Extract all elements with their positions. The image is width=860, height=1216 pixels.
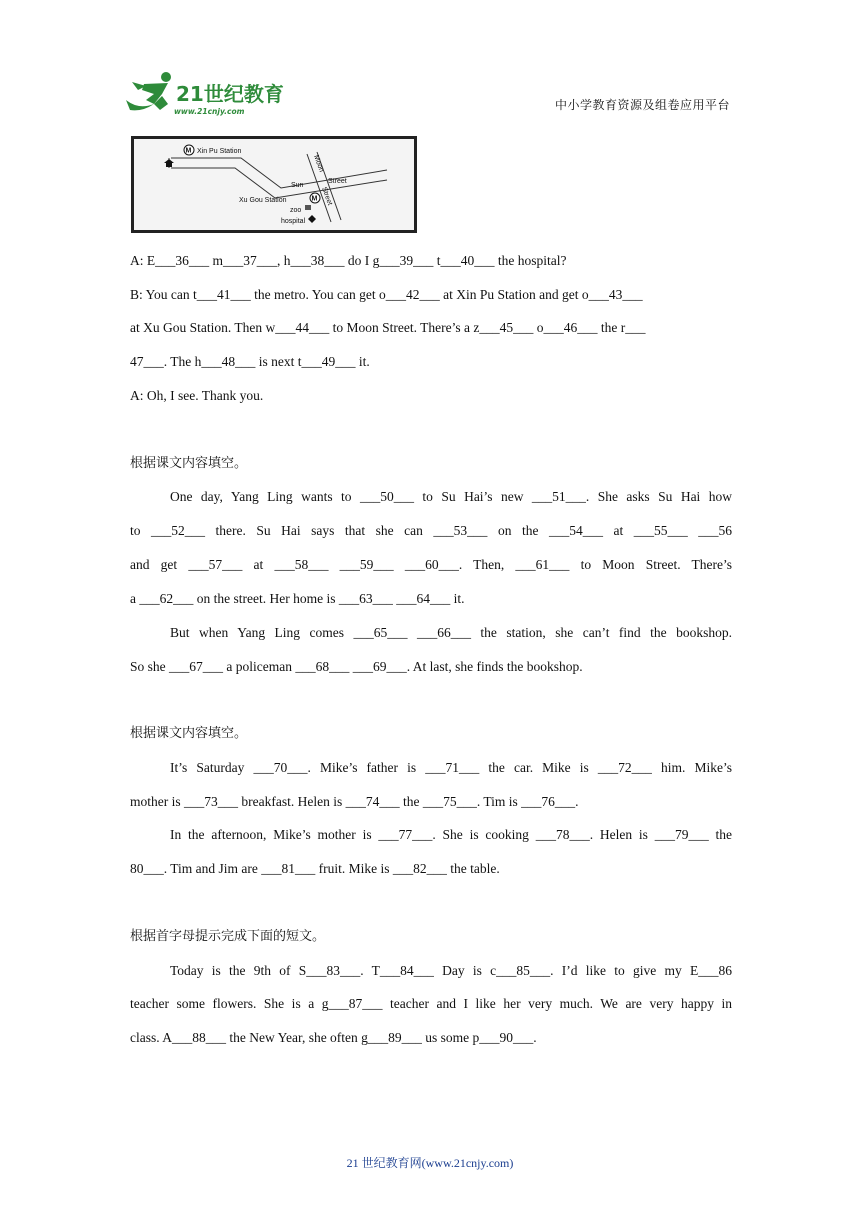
footer-link[interactable]: (www.21cnjy.com)	[421, 1156, 514, 1170]
passage2-line-3: In the afternoon, Mike’s mother is ___77___. She is cooking ___78___. Helen is ___79___ the	[170, 827, 732, 842]
dialogue-line-2: B: You can t___41___ the metro. You can get o___42___ at Xin Pu Station and get o___43___	[130, 287, 643, 302]
map-label-sun: Sun	[291, 182, 304, 189]
site-logo	[124, 70, 294, 116]
zoo-icon	[305, 205, 311, 210]
map-label-street1: Street	[328, 178, 347, 185]
section-heading-2: 根据课文内容填空。	[130, 726, 248, 741]
section-heading-3: 根据首字母提示完成下面的短文。	[130, 929, 326, 944]
svg-text:M: M	[185, 147, 192, 155]
route-map	[131, 136, 417, 233]
passage1-line-2: to ___52___ there. Su Hai says that she can ___53___ on the ___54___ at ___55___ ___56	[130, 523, 732, 538]
passage3-line-2: teacher some flowers. She is a g___87___ teacher and I like her very much. We are very happy in	[130, 996, 732, 1011]
logo-url: www.21cnjy.com	[174, 107, 245, 116]
passage1-line-4: a ___62___ on the street. Her home is ___63___ ___64___ it.	[130, 591, 465, 606]
metro-icon-xugou	[310, 193, 320, 203]
map-label-moon: Moon	[312, 154, 325, 174]
passage1-line-1: One day, Yang Ling wants to ___50___ to Su Hai’s new ___51___. She asks Su Hai how	[170, 489, 732, 504]
passage1-line-3: and get ___57___ at ___58___ ___59___ ___60___. Then, ___61___ to Moon Street. There’s	[130, 557, 732, 572]
map-label-xugou: Xu Gou Station	[239, 197, 287, 204]
map-label-zoo: zoo	[290, 207, 302, 214]
footer-site: 21 世纪教育网	[346, 1156, 422, 1170]
dialogue-line-1: A: E___36___ m___37___, h___38___ do I g___39___ t___40___ the hospital?	[130, 253, 567, 268]
passage2-line-1: It’s Saturday ___70___. Mike’s father is ___71___ the car. Mike is ___72___ him. Mike’s	[170, 760, 732, 775]
runner-logo-icon	[126, 72, 171, 110]
dialogue-line-4: 47___. The h___48___ is next t___49___ it.	[130, 354, 370, 369]
page-footer	[0, 1154, 860, 1171]
passage3-line-1: Today is the 9th of S___83___. T___84___ Day is c___85___. I’d like to give my E___86	[170, 963, 732, 978]
map-label-xinpu: Xin Pu Station	[197, 148, 242, 155]
dialogue-line-5: A: Oh, I see. Thank you.	[130, 388, 264, 403]
passage2-line-2: mother is ___73___ breakfast. Helen is ___74___ the ___75___. Tim is ___76___.	[130, 794, 579, 809]
map-label-street2: Street	[320, 186, 334, 207]
passage1-line-6: So she ___67___ a policeman ___68___ ___69___. At last, she finds the bookshop.	[130, 659, 583, 674]
passage3-line-3: class. A___88___ the New Year, she often g___89___ us some p___90___.	[130, 1030, 537, 1045]
svg-text:M: M	[311, 195, 318, 203]
map-label-hospital: hospital	[281, 218, 306, 225]
platform-tagline: 中小学教育资源及组卷应用平台	[554, 98, 730, 112]
passage1-line-5: But when Yang Ling comes ___65___ ___66___ the station, she can’t find the bookshop.	[170, 625, 732, 640]
metro-icon-xinpu	[184, 145, 194, 155]
dialogue-line-3: at Xu Gou Station. Then w___44___ to Moon Street. There’s a z___45___ o___46___ the r___	[130, 320, 646, 335]
section-heading-1: 根据课文内容填空。	[130, 456, 248, 471]
logo-title: 21世纪教育	[176, 82, 284, 106]
passage2-line-4: 80___. Tim and Jim are ___81___ fruit. Mike is ___82___ the table.	[130, 861, 500, 876]
